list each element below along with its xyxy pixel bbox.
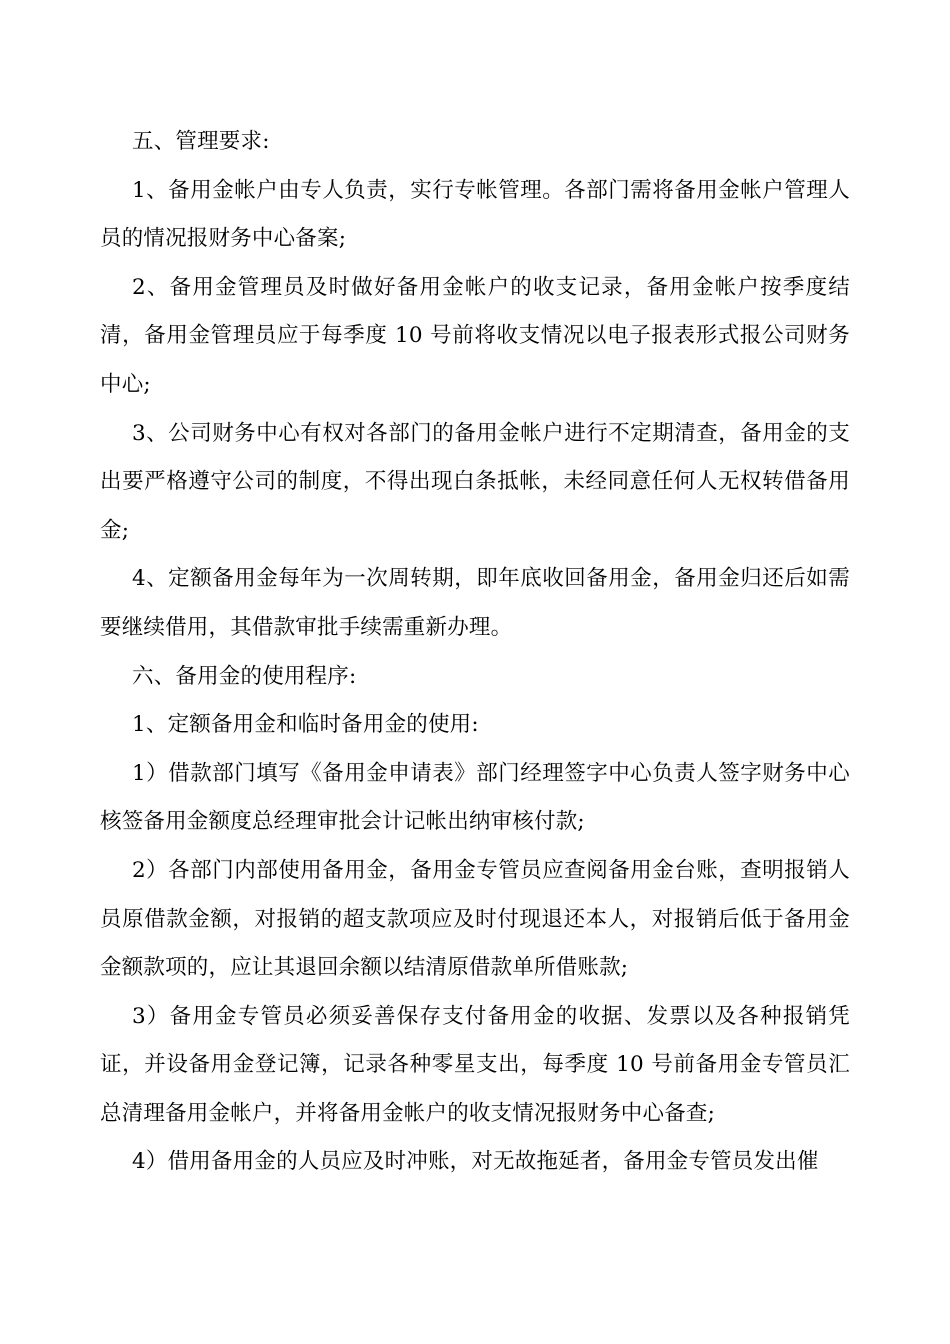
- paragraph-item-6-1-4: 4）借用备用金的人员应及时冲账，对无故拖延者，备用金专管员发出催: [132, 1149, 819, 1175]
- paragraph-item-6-1-3: 3）备用金专管员必须妥善保存支付备用金的收据、发票以及各种报销凭证，并设备用金登记簿，记录各种零星支出，每季度 10 号前备用金专管员汇总清理备用金帐户，并将备用金帐户的收支情况报财务中心备查;: [100, 1003, 850, 1126]
- paragraph-item-5-2: 2、备用金管理员及时做好备用金帐户的收支记录，备用金帐户按季度结清，备用金管理员应于每季度 10 号前将收支情况以电子报表形式报公司财务中心;: [100, 274, 850, 397]
- paragraph-item-5-4: 4、定额备用金每年为一次周转期，即年底收回备用金，备用金归还后如需要继续借用，其借款审批手续需重新办理。: [100, 566, 850, 640]
- paragraph-item-6-1-1: 1）借款部门填写《备用金申请表》部门经理签字中心负责人签字财务中心核签备用金额度总经理审批会计记帐出纳审核付款;: [100, 760, 850, 835]
- section-heading-management-requirements: 五、管理要求:: [132, 129, 270, 154]
- document-body: [100, 118, 850, 1187]
- paragraph-item-6-1-2: 2）各部门内部使用备用金，备用金专管员应查阅备用金台账，查明报销人员原借款金额，对报销的超支款项应及时付现退还本人，对报销后低于备用金金额款项的，应让其退回余额以结清原借款单所借账款;: [100, 857, 850, 981]
- paragraph-item-5-3: 3、公司财务中心有权对各部门的备用金帐户进行不定期清查，备用金的支出要严格遵守公司的制度，不得出现白条抵帐，未经同意任何人无权转借备用金;: [100, 420, 850, 543]
- paragraph-item-5-1: 1、备用金帐户由专人负责，实行专帐管理。各部门需将备用金帐户管理人员的情况报财务中心备案;: [100, 177, 850, 252]
- section-heading-usage-procedure: 六、备用金的使用程序:: [132, 663, 357, 689]
- paragraph-item-6-1: 1、定额备用金和临时备用金的使用:: [132, 712, 479, 738]
